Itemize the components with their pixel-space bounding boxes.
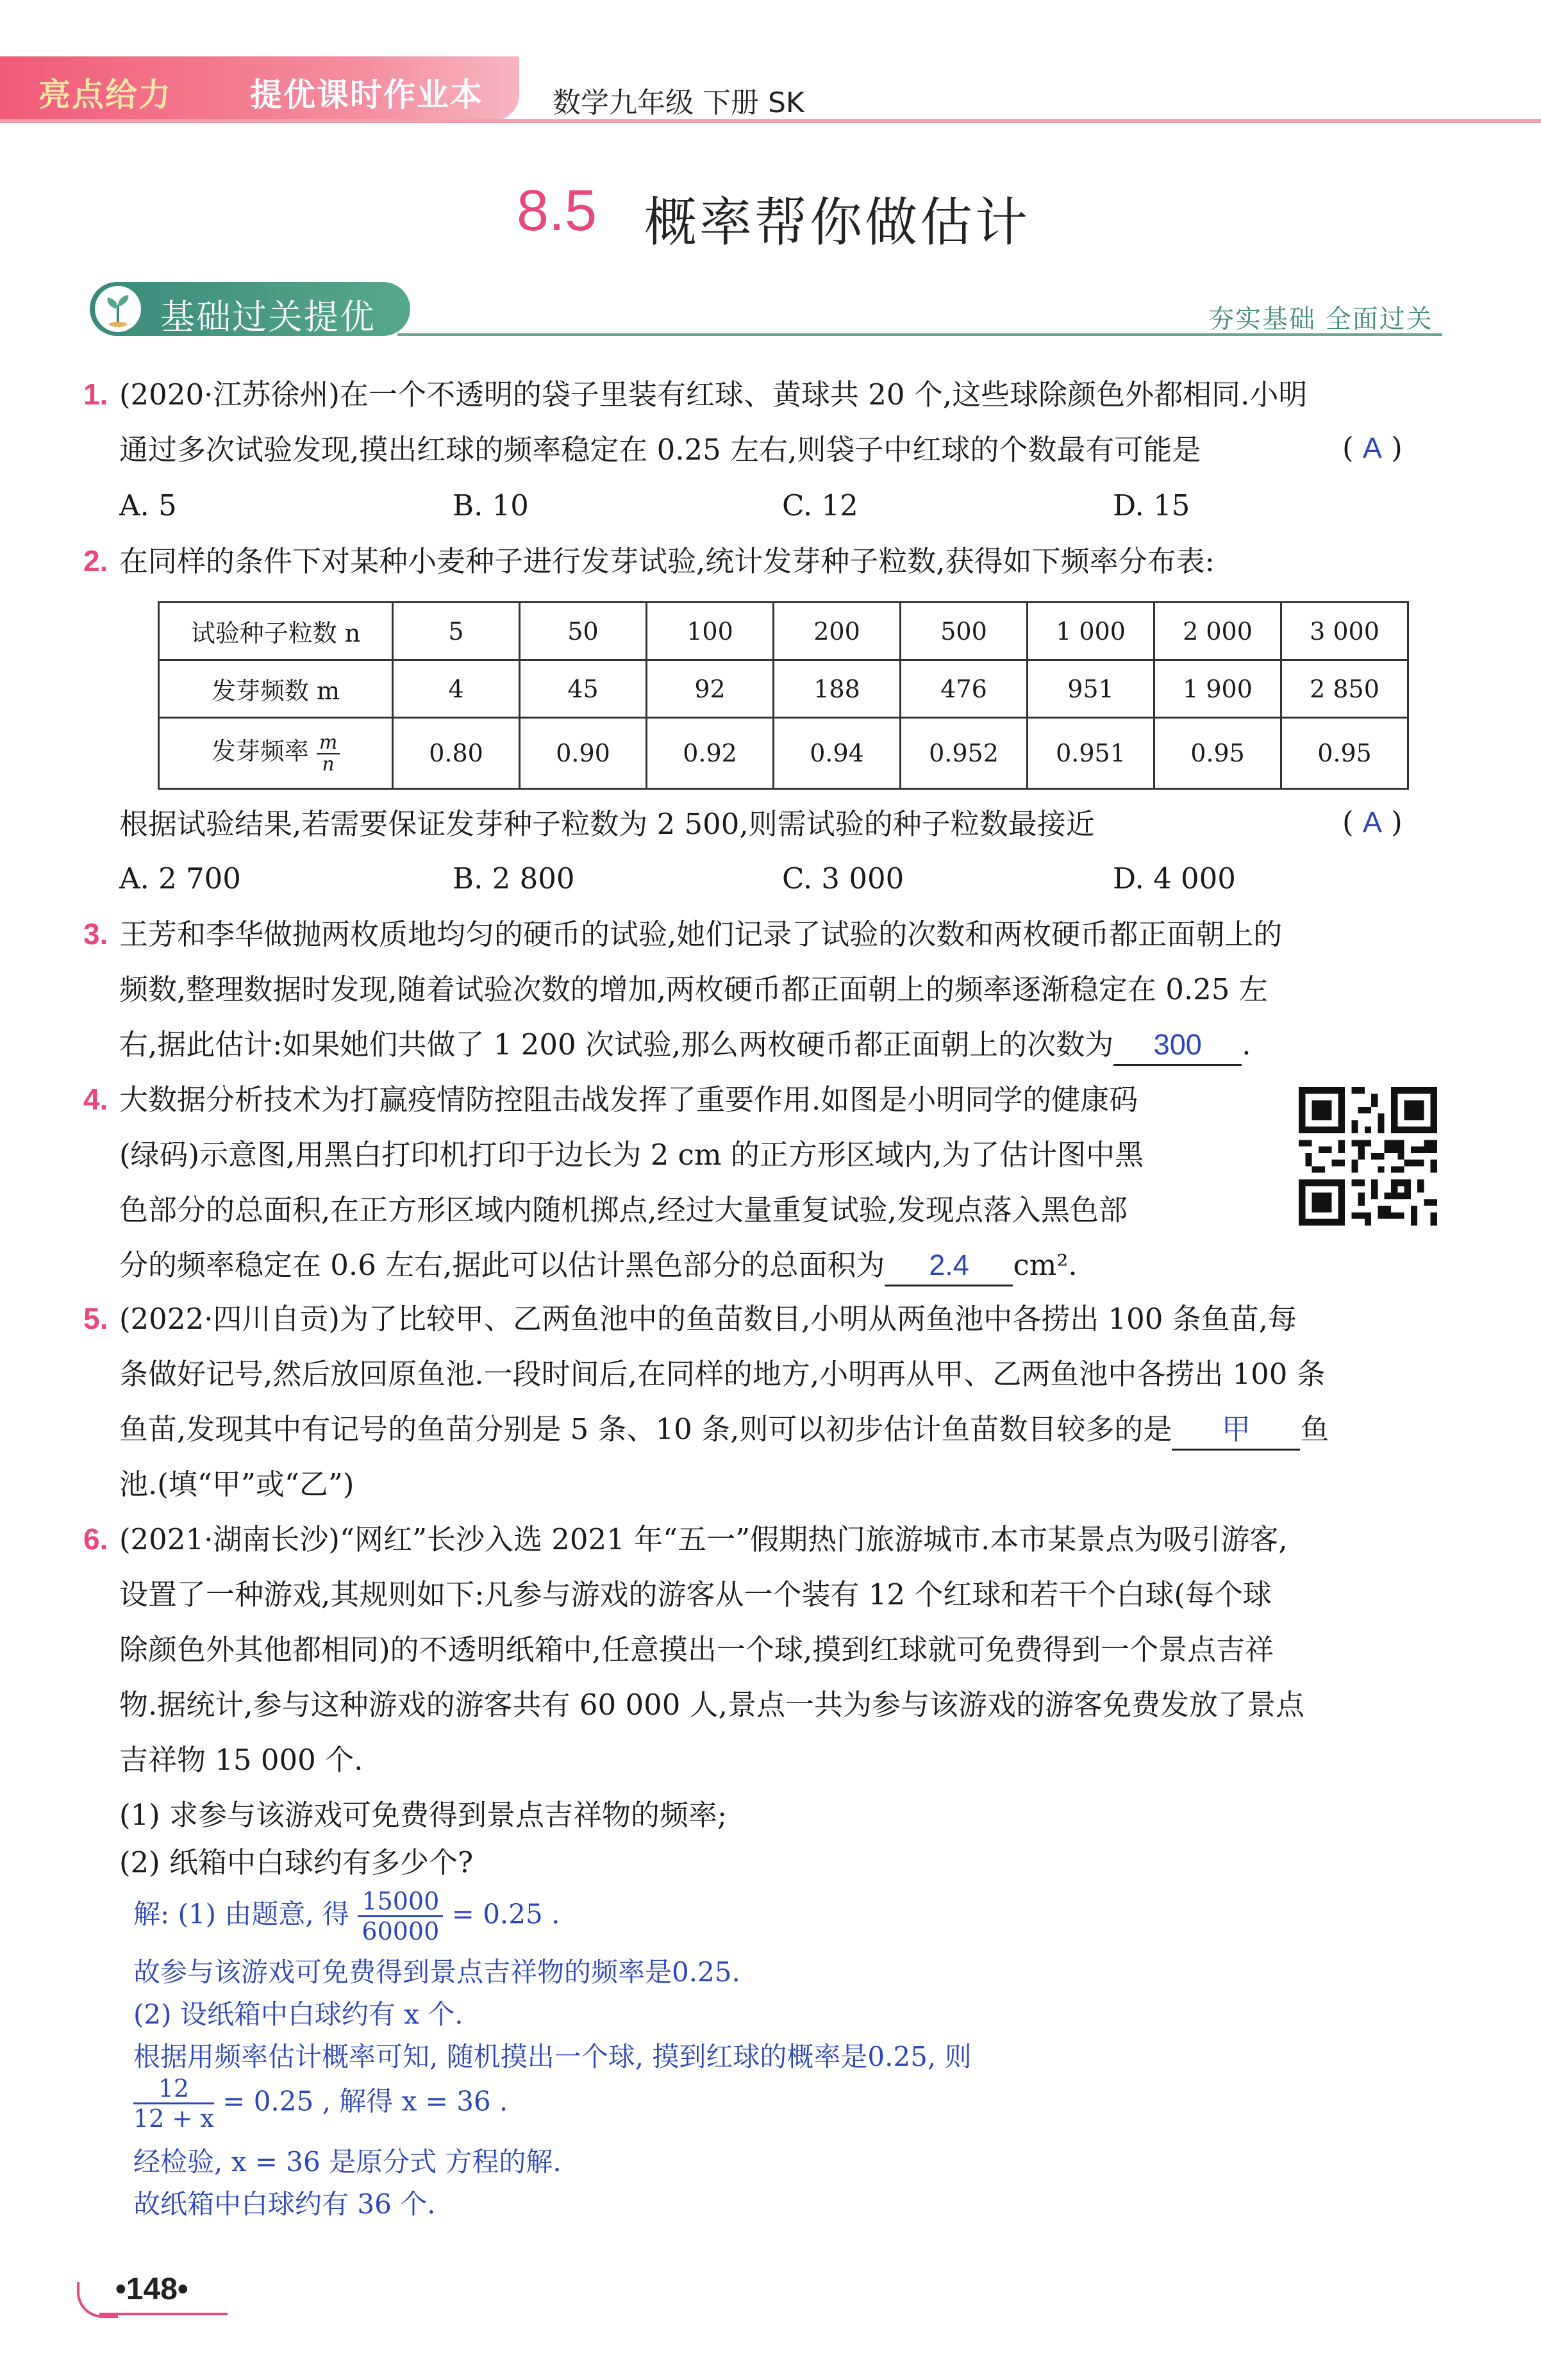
q2-option-b: B. 2 800 [453, 861, 575, 895]
q4-line1: 大数据分析技术为打赢疫情防控阻击战发挥了重要作用.如图是小明同学的健康码 [119, 1083, 1138, 1117]
q3-answer: 300 [1113, 1026, 1242, 1066]
table-row-label: 发芽频率 [211, 737, 309, 766]
q1-option-b: B. 10 [453, 488, 529, 522]
table-row-label: 发芽频数 m [159, 660, 393, 718]
q1-line1: (2020·江苏徐州)在一个不透明的袋子里装有红球、黄球共 20 个,这些球除颜色外都相同.小明 [119, 378, 1308, 412]
solution-step4: 根据用频率估计概率可知, 随机摸出一个球, 摸到红球的概率是0.25, 则 [133, 2041, 972, 2072]
section-label: 基础过关提优 [160, 297, 376, 337]
solution-step6: 经检验, x = 36 是原分式 方程的解. [133, 2146, 562, 2177]
q1-option-a: A. 5 [119, 488, 177, 522]
table-row-label-frequency [159, 718, 393, 789]
q2-line1: 在同样的条件下对某种小麦种子进行发芽试验,统计发芽种子粒数,获得如下频率分布表: [119, 544, 1215, 578]
plant-icon [95, 286, 141, 332]
fraction-m-over-n [317, 733, 340, 775]
page-number: •148• [115, 2272, 188, 2306]
table-cell: 4 [393, 660, 520, 718]
table-cell: 1 900 [1154, 660, 1281, 718]
table-cell: 0.952 [901, 718, 1028, 789]
q4-answer: 2.4 [885, 1246, 1013, 1286]
q6-line1: (2021·湖南长沙)“网红”长沙入选 2021 年“五一”假期热门旅游城市.本市某景点为吸引游客, [119, 1522, 1288, 1556]
solution-step1-suffix: = 0.25 . [451, 1898, 560, 1930]
header-subtitle: 提优课时作业本 [250, 76, 483, 113]
fraction-numerator: 15000 [358, 1887, 443, 1917]
q6-line3: 除颜色外其他都相同)的不透明纸箱中,任意摸出一个球,摸到红球就可免费得到一个景点吉祥 [119, 1633, 1274, 1667]
solution-step2: 故参与该游戏可免费得到景点吉祥物的频率是0.25. [133, 1956, 740, 1988]
q4-unit: cm². [1013, 1248, 1078, 1282]
q1-number: 1. [83, 378, 108, 411]
table-cell: 100 [647, 603, 774, 660]
q1-option-c: C. 12 [782, 488, 858, 522]
q5-line2: 条做好记号,然后放回原鱼池.一段时间后,在同样的地方,小明再从甲、乙两鱼池中各捞出 100 条 [119, 1357, 1326, 1391]
fraction-numerator: m [317, 733, 340, 754]
table-cell: 476 [901, 660, 1028, 718]
q4-line2: (绿码)示意图,用黑白打印机打印于边长为 2 cm 的正方形区域内,为了估计图中黑 [119, 1138, 1144, 1172]
q5-line3-wrap [119, 1410, 1329, 1451]
fraction-numerator: 12 [133, 2074, 214, 2104]
q2-number: 2. [83, 544, 108, 578]
q3-number: 3. [83, 917, 108, 951]
solution-step1 [133, 1887, 560, 1945]
header-book-info: 数学九年级 下册 SK [553, 87, 804, 119]
table-cell: 188 [774, 660, 901, 718]
table-cell: 50 [520, 603, 647, 660]
table-row-label: 试验种子粒数 n [159, 603, 393, 660]
q1-answer: A [1362, 431, 1382, 464]
q5-line4: 池.(填“甲”或“乙”) [119, 1467, 354, 1501]
q6-line4: 物.据统计,参与这种游戏的游客共有 60 000 人,景点一共为参与该游戏的游客免费发放了景点 [119, 1688, 1304, 1722]
q1-line2: 通过多次试验发现,摸出红球的频率稳定在 0.25 左右,则袋子中红球的个数最有可能是 [119, 433, 1201, 467]
table-cell: 500 [901, 603, 1028, 660]
table-cell: 5 [393, 603, 520, 660]
table-cell: 200 [774, 603, 901, 660]
q2-answer-paren: ( A ) [1342, 805, 1403, 839]
q4-line4-wrap [119, 1246, 1078, 1286]
q4-line4: 分的频率稳定在 0.6 左右,据此可以估计黑色部分的总面积为 [119, 1248, 885, 1282]
page-number-rule [99, 2313, 228, 2315]
q6-part2: (2) 纸箱中白球约有多少个? [119, 1845, 474, 1879]
solution-step7: 故纸箱中白球约有 36 个. [133, 2188, 436, 2220]
q4-line3: 色部分的总面积,在正方形区域内随机掷点,经过大量重复试验,发现点落入黑色部 [119, 1193, 1128, 1227]
fraction-denominator: 60000 [362, 1917, 440, 1945]
solution-fraction-1 [358, 1887, 443, 1945]
solution-step5 [133, 2074, 508, 2133]
solution-step5-suffix: = 0.25 , 解得 x = 36 . [222, 2085, 508, 2117]
section-motto: 夯实基础 全面过关 [1208, 304, 1433, 334]
q3-tail: . [1242, 1028, 1251, 1061]
solution-fraction-2 [133, 2074, 214, 2133]
q2-line2: 根据试验结果,若需要保证发芽种子粒数为 2 500,则需试验的种子粒数最接近 [119, 807, 1095, 841]
q3-line3-wrap [119, 1026, 1251, 1066]
q4-number: 4. [83, 1083, 108, 1116]
page-title: 概率帮你做估计 [644, 192, 1031, 253]
table-cell: 0.92 [647, 718, 774, 789]
table-cell: 0.90 [520, 718, 647, 789]
table-cell: 2 000 [1154, 603, 1281, 660]
q3-line1: 王芳和李华做抛两枚质地均匀的硬币的试验,她们记录了试验的次数和两枚硬币都正面朝上的 [119, 917, 1283, 951]
table-cell: 0.95 [1154, 718, 1281, 789]
q6-part1: (1) 求参与该游戏可免费得到景点吉祥物的频率; [119, 1798, 728, 1832]
fraction-denominator: n [322, 753, 335, 776]
table-cell: 2 850 [1281, 660, 1408, 718]
q5-tail: 鱼 [1300, 1412, 1329, 1446]
frequency-table [158, 601, 1409, 790]
health-code-qr-image [1299, 1087, 1437, 1226]
q5-answer: 甲 [1172, 1410, 1300, 1451]
header-brand: 亮点给力 [38, 76, 172, 113]
q6-number: 6. [83, 1522, 108, 1556]
table-cell: 0.951 [1028, 718, 1154, 789]
q6-line5: 吉祥物 15 000 个. [119, 1743, 363, 1777]
q3-line3: 右,据此估计:如果她们共做了 1 200 次试验,那么两枚硬币都正面朝上的次数为 [119, 1028, 1114, 1061]
table-cell: 0.94 [774, 718, 901, 789]
q5-number: 5. [83, 1302, 108, 1335]
q2-option-d: D. 4 000 [1113, 861, 1236, 895]
table-cell: 1 000 [1028, 603, 1154, 660]
table-cell: 0.80 [393, 718, 520, 789]
table-cell: 3 000 [1281, 603, 1408, 660]
table-cell: 0.95 [1281, 718, 1408, 789]
q2-option-a: A. 2 700 [119, 861, 241, 895]
q5-line1: (2022·四川自贡)为了比较甲、乙两鱼池中的鱼苗数目,小明从两鱼池中各捞出 100 条鱼苗,每 [119, 1302, 1297, 1336]
q1-answer-paren: ( A ) [1342, 431, 1403, 465]
table-cell: 92 [647, 660, 774, 718]
fraction-denominator: 12 + x [133, 2104, 214, 2133]
q2-option-c: C. 3 000 [782, 861, 904, 895]
table-cell: 951 [1028, 660, 1154, 718]
q5-line3: 鱼苗,发现其中有记号的鱼苗分别是 5 条、10 条,则可以初步估计鱼苗数目较多的是 [119, 1412, 1172, 1446]
solution-step1-prefix: 解: (1) 由题意, 得 [133, 1898, 350, 1930]
q1-option-d: D. 15 [1113, 488, 1190, 522]
q6-line2: 设置了一种游戏,其规则如下:凡参与游戏的游客从一个装有 12 个红球和若干个白球(每个球 [119, 1577, 1272, 1611]
section-number: 8.5 [517, 179, 597, 243]
q2-answer: A [1362, 806, 1382, 838]
table-cell: 45 [520, 660, 647, 718]
solution-step3: (2) 设纸箱中白球约有 x 个. [133, 1999, 463, 2030]
q3-line2: 频数,整理数据时发现,随着试验次数的增加,两枚硬币都正面朝上的频率逐渐稳定在 0.25 左 [119, 972, 1268, 1006]
